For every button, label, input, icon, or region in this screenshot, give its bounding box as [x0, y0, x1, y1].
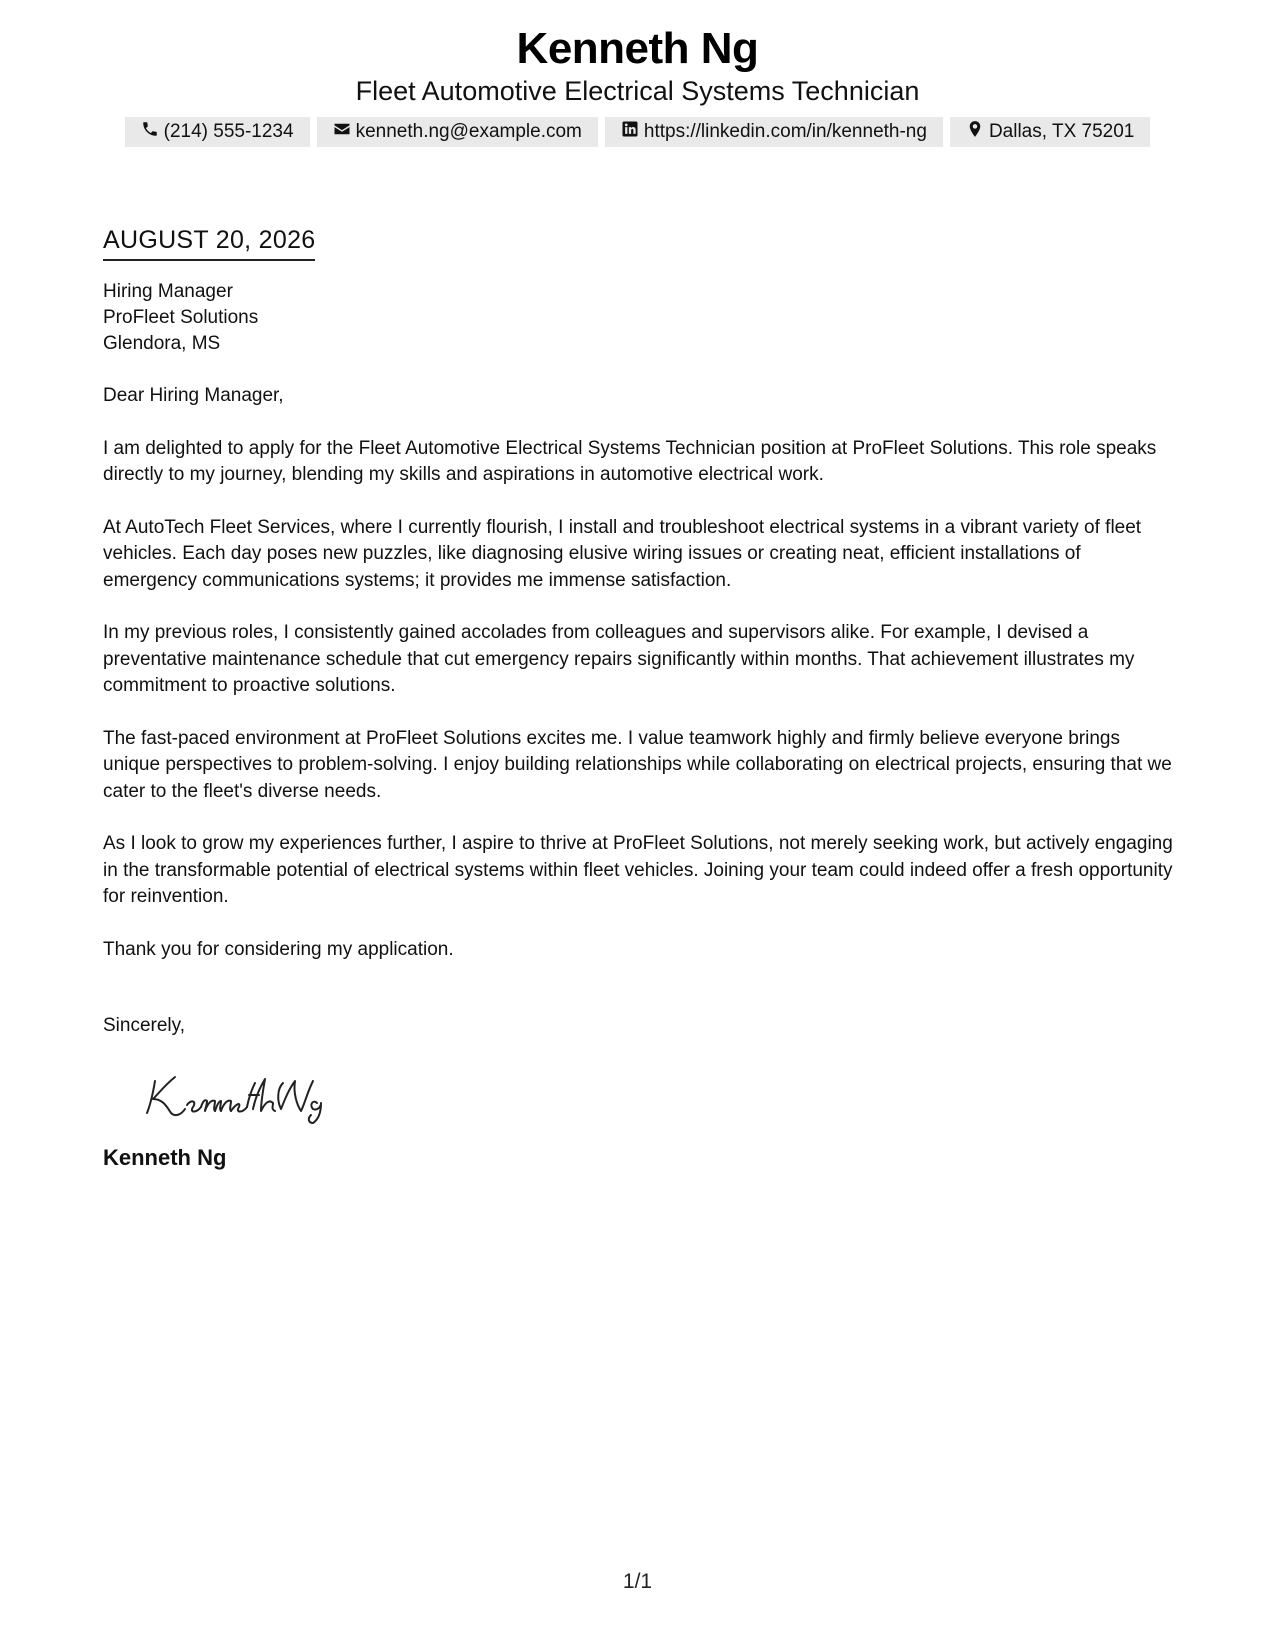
page-number: 1/1	[622, 1570, 653, 1593]
recipient-line: Hiring Manager	[103, 281, 233, 302]
salutation: Dear Hiring Manager,	[103, 385, 284, 406]
recipient-line: Glendora, MS	[103, 333, 221, 354]
linkedin-icon	[621, 120, 639, 144]
contact-email	[317, 117, 598, 147]
map-pin-icon	[966, 120, 984, 144]
contact-location	[950, 117, 1150, 147]
envelope-icon	[333, 120, 351, 144]
recipient-block	[103, 279, 1173, 357]
contact-linkedin-text: https://linkedin.com/in/kenneth-ng	[643, 121, 927, 142]
phone-icon	[141, 120, 159, 144]
contact-phone	[125, 117, 310, 147]
contact-phone-text: (214) 555-1234	[163, 121, 294, 142]
letter-date: AUGUST 20, 2026	[103, 226, 315, 261]
contact-linkedin	[605, 117, 943, 147]
job-title: Fleet Automotive Electrical Systems Technician	[355, 76, 920, 106]
body-paragraph: The fast-paced environment at ProFleet Solutions excites me. I value teamwork highly and firmly believe everyone brings unique perspectives to problem-solving. I enjoy building relationships while collaborating on electrical projects, ensuring that we cater to the fleet's diverse needs.	[103, 727, 1172, 802]
letter-body	[103, 226, 1173, 1171]
letter-header	[0, 0, 1275, 147]
body-paragraph: As I look to grow my experiences further, I aspire to thrive at ProFleet Solutions, not merely seeking work, but actively engaging in the transformable potential of electrical systems within fleet vehicles. Joining your team could indeed offer a fresh opportunity for reinvention.	[103, 833, 1173, 907]
contact-location-text: Dallas, TX 75201	[988, 121, 1135, 142]
body-paragraph: At AutoTech Fleet Services, where I currently flourish, I install and troubleshoot electrical systems in a vibrant variety of fleet vehicles. Each day poses new puzzles, like diagnosing elusive wiring issues or creating neat, efficient installations of emergency communications systems; it provides me immense satisfaction.	[103, 516, 1142, 591]
applicant-name: Kenneth Ng	[516, 24, 759, 73]
body-paragraph: In my previous roles, I consistently gained accolades from colleagues and supervisors alike. For example, I devised a preventative maintenance schedule that cut emergency repairs significantly within months. That achievement illustrates my commitment to proactive solutions.	[103, 622, 1135, 696]
contact-bar	[0, 117, 1275, 147]
body-paragraph: Thank you for considering my application.	[103, 938, 454, 960]
closing: Sincerely,	[103, 1015, 186, 1036]
body-paragraph: I am delighted to apply for the Fleet Automotive Electrical Systems Technician position at ProFleet Solutions. This role speaks directly to my journey, blending my skills and aspirations in automotive electrical work.	[103, 437, 1157, 485]
signer-name: Kenneth Ng	[103, 1145, 227, 1170]
recipient-line: ProFleet Solutions	[103, 307, 259, 328]
contact-email-text: kenneth.ng@example.com	[355, 121, 582, 142]
handwritten-signature	[141, 1069, 1173, 1125]
